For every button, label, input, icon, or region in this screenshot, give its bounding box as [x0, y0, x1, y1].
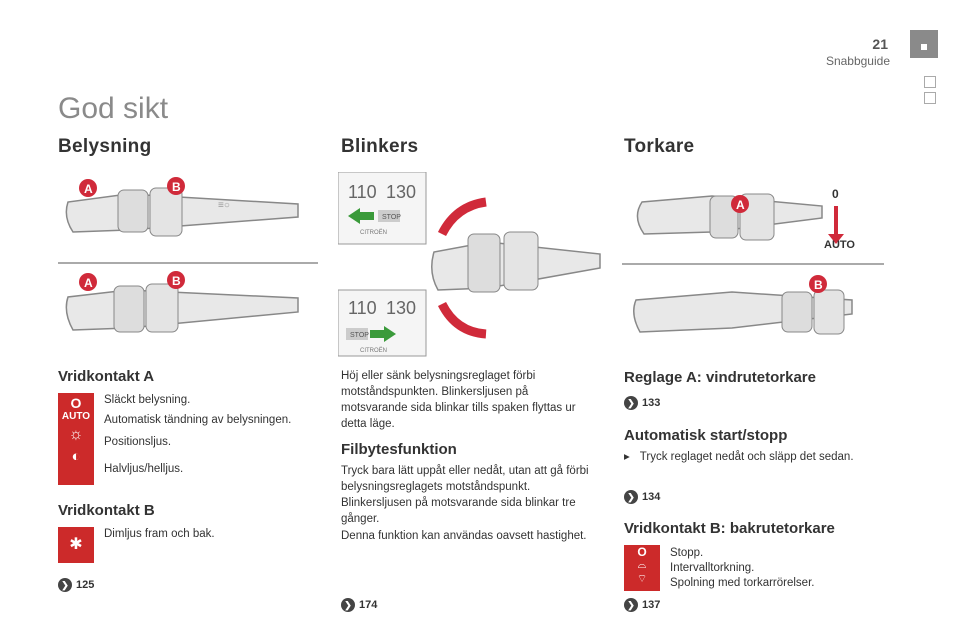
auto-wipe-bullet: ▸ Tryck reglaget nedåt och släpp det sedan. — [624, 451, 854, 463]
arrow-right-icon: ❯ — [624, 396, 638, 410]
rotary-a-upper — [118, 190, 148, 232]
position-light-icon: ☼ — [68, 426, 84, 443]
svg-text:B: B — [172, 180, 181, 194]
svg-text:AUTO: AUTO — [824, 239, 855, 251]
page-reference[interactable]: ❯ 137 — [624, 598, 660, 612]
page-subtitle: Snabbguide — [825, 54, 890, 68]
indicator-stalk-illustration — [338, 172, 606, 358]
stalk-lower — [66, 290, 298, 330]
lane-change-note: Denna funktion kan användas oavsett hastighet. — [341, 530, 587, 542]
off-icon: O — [70, 395, 82, 411]
svg-text:0: 0 — [832, 187, 839, 201]
svg-text:CITROËN: CITROËN — [360, 230, 387, 236]
page-title: God sikt — [58, 92, 169, 125]
wiper-rotary-b — [782, 292, 812, 332]
rotary-a-lower — [114, 286, 144, 332]
arrow-up-icon — [442, 202, 486, 234]
rotary-a-item: Automatisk tändning av belysningen. — [104, 414, 292, 426]
rotary-b-title: Vridkontakt B — [58, 502, 155, 519]
section-heading-indicators: Blinkers — [341, 136, 419, 157]
page-reference[interactable]: ❯ 125 — [58, 578, 94, 592]
lane-change-title: Filbytesfunktion — [341, 441, 457, 458]
svg-text:≡○: ≡○ — [218, 200, 230, 211]
arrow-right-icon: ❯ — [624, 490, 638, 504]
rotary-a-item: Halvljus/helljus. — [104, 463, 184, 475]
svg-text:B: B — [172, 274, 181, 288]
rotary-b-lower — [146, 284, 178, 332]
svg-text:STOP: STOP — [382, 214, 401, 221]
dipped-beam-icon: ◐ — [71, 448, 81, 465]
indicator-body: Höj eller sänk belysningsreglaget förbi motståndspunkten. Blinkersljusen på motsvarande sida blinkar tills spaken flyttas ur detta läge. — [341, 370, 576, 430]
page-number: 21 — [872, 36, 888, 52]
auto-wipe-title: Automatisk start/stopp — [624, 427, 788, 444]
svg-text:130: 130 — [386, 298, 417, 318]
arrow-down-icon — [442, 304, 486, 334]
svg-text:110: 110 — [348, 298, 377, 318]
rotary-lower — [504, 232, 538, 290]
rotary-b-item: Dimljus fram och bak. — [104, 528, 215, 540]
section-tab-dot — [921, 44, 927, 50]
rear-wiper-line: Spolning med torkarrörelser. — [670, 577, 815, 589]
rear-wiper-line: Intervalltorkning. — [670, 562, 755, 574]
rear-wiper-icon: ⌓ — [637, 559, 647, 571]
lighting-icon-strip — [58, 393, 94, 485]
svg-text:CITROËN: CITROËN — [360, 348, 387, 354]
section-tab[interactable] — [924, 76, 936, 88]
page-reference[interactable]: ❯ 133 — [624, 396, 660, 410]
section-heading-lighting: Belysning — [58, 136, 152, 157]
arrow-right-icon: ❯ — [341, 598, 355, 612]
rotary-a-item: Släckt belysning. — [104, 394, 191, 406]
svg-text:A: A — [84, 182, 93, 196]
arrow-right-icon: ❯ — [58, 578, 72, 592]
rear-wiper-line: Stopp. — [670, 547, 704, 559]
rear-washer-icon: ⌔ — [636, 573, 648, 585]
arrow-right-icon: ❯ — [624, 598, 638, 612]
auto-icon: AUTO — [61, 411, 91, 422]
page-reference[interactable]: ❯ 134 — [624, 490, 660, 504]
svg-text:110: 110 — [348, 182, 377, 202]
svg-text:A: A — [84, 276, 93, 290]
rotary-a-item: Positionsljus. — [104, 436, 172, 448]
rotary-b-upper — [150, 188, 182, 236]
lighting-stalk-illustration — [58, 172, 320, 362]
svg-text:A: A — [736, 198, 745, 212]
fog-lights-icon: ✱ — [58, 527, 94, 563]
svg-text:130: 130 — [386, 182, 417, 202]
page-reference[interactable]: ❯ 174 — [341, 598, 377, 612]
rear-wiper-title: Vridkontakt B: bakrutetorkare — [624, 520, 835, 537]
svg-text:B: B — [814, 278, 823, 292]
svg-text:STOP: STOP — [350, 332, 369, 339]
rotary-a-title: Vridkontakt A — [58, 368, 155, 385]
bullet-icon: ▸ — [624, 451, 630, 463]
control-a-title: Reglage A: vindrutetorkare — [624, 369, 816, 386]
section-heading-wipers: Torkare — [624, 136, 695, 157]
off-icon: O — [637, 545, 647, 559]
rear-wiper-icon-strip — [624, 545, 660, 591]
section-tab[interactable] — [924, 92, 936, 104]
wiper-stalk-illustration — [622, 182, 886, 354]
rotary-upper — [468, 234, 500, 292]
lane-change-body: Tryck bara lätt uppåt eller nedåt, utan att gå förbi belysningsreglagets motståndspunkt. Blinkersljusen på motsvarande sida blinkar tre gånger. — [341, 465, 589, 525]
